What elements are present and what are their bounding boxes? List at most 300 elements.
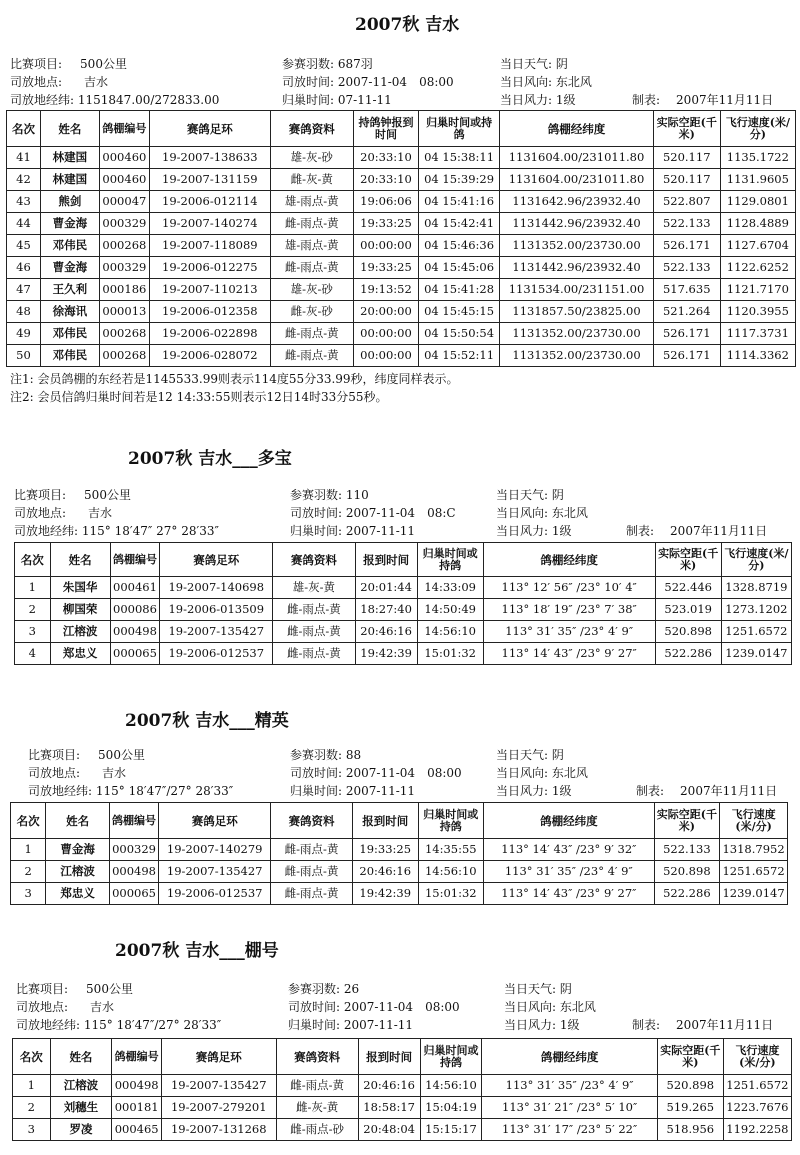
cell-rank: 3 [15,621,51,643]
cell-distance: 522.133 [654,839,720,861]
cell-return: 14:35:55 [418,839,484,861]
cell-name: 郑忠义 [50,643,110,665]
cell-clock: 20:46:16 [352,861,418,883]
cell-distance: 518.956 [657,1119,723,1141]
cell-ring: 19-2006-012358 [150,301,271,323]
cell-rank: 46 [7,257,41,279]
cell-info: 雌-雨点-黄 [276,1075,358,1097]
meta-made: 制表: 2007年11月11日 [636,784,778,798]
cell-ring: 19-2007-131159 [150,169,271,191]
table-row [7,191,796,213]
cell-distance: 521.264 [653,301,720,323]
cell-return: 04 15:41:16 [418,191,499,213]
cell-rank: 41 [7,147,41,169]
cell-rank: 44 [7,213,41,235]
meta-return: 归巢时间: 2007-11-11 [290,784,416,798]
cell-clock: 19:06:06 [354,191,419,213]
cell-coord: 1131534.00/231151.00 [500,279,653,301]
cell-speed: 1318.7952 [720,839,788,861]
cell-name: 朱国华 [50,577,110,599]
cell-return: 14:56:10 [418,861,484,883]
col-distance: 实际空距(千米) [657,1039,723,1075]
cell-info: 雄-雨点-黄 [270,235,353,257]
cell-speed: 1127.6704 [720,235,795,257]
cell-name: 王久利 [40,279,99,301]
cell-return: 04 15:45:15 [418,301,499,323]
cell-distance: 522.807 [653,191,720,213]
table-row [11,883,788,905]
table-row [7,169,796,191]
meta-count: 参赛羽数: 88 [290,748,362,762]
cell-distance: 520.898 [654,861,720,883]
cell-name: 曹金海 [40,213,99,235]
table-header [13,1039,792,1075]
cell-loft: 000013 [99,301,149,323]
cell-speed: 1239.0147 [721,643,791,665]
cell-speed: 1135.1722 [720,147,795,169]
col-return-time: 归巢时间或持鸽 [417,543,483,577]
cell-name: 邓伟民 [40,345,99,367]
cell-rank: 1 [13,1075,51,1097]
cell-return: 14:33:09 [417,577,483,599]
cell-speed: 1223.7676 [723,1097,791,1119]
cell-coord: 113° 14′ 43″ /23° 9′ 27″ [484,883,655,905]
cell-clock: 20:00:00 [354,301,419,323]
cell-rank: 2 [13,1097,51,1119]
cell-rank: 1 [15,577,51,599]
cell-ring: 19-2007-118089 [150,235,271,257]
meta-race: 比赛项目: 500公里 [14,488,131,502]
col-report-time: 报到时间 [355,543,417,577]
cell-name: 曹金海 [46,839,110,861]
cell-loft: 000181 [112,1097,162,1119]
cell-speed: 1251.6572 [723,1075,791,1097]
meta-count: 参赛羽数: 26 [288,982,360,996]
cell-name: 林建国 [40,169,99,191]
meta-return: 归巢时间: 2007-11-11 [290,524,416,538]
cell-speed: 1192.2258 [723,1119,791,1141]
note-1: 注1: 会员鸽棚的东经若是1145533.99则表示114度55分33.99秒，纬度同样表示。 [10,372,459,386]
cell-distance: 520.898 [657,1075,723,1097]
meta-count: 参赛羽数: 110 [290,488,369,502]
cell-return: 14:56:10 [417,621,483,643]
section-title: 2007秋 吉水 [355,15,460,35]
col-pigeon-info: 赛鸽资料 [271,803,353,839]
results-table [12,1038,792,1141]
cell-loft: 000268 [99,235,149,257]
cell-ring: 19-2007-135427 [159,861,271,883]
cell-ring: 19-2006-012537 [159,883,271,905]
cell-coord: 113° 18′ 19″ /23° 7′ 38″ [483,599,655,621]
cell-distance: 520.117 [653,147,720,169]
cell-name: 徐海讯 [40,301,99,323]
cell-info: 雌-雨点-黄 [271,839,353,861]
cell-name: 林建国 [40,147,99,169]
table-row [13,1119,792,1141]
cell-distance: 520.117 [653,169,720,191]
col-speed: 飞行速度(米/分) [720,111,795,147]
cell-clock: 20:01:44 [355,577,417,599]
meta-wind-force: 当日风力: 1级 [504,1018,580,1032]
cell-info: 雄-雨点-黄 [270,191,353,213]
meta-place: 司放地点: 吉水 [16,1000,115,1014]
col-pigeon-info: 赛鸽资料 [273,543,355,577]
meta-race: 比赛项目: 500公里 [16,982,133,996]
cell-info: 雄-灰-黄 [273,577,355,599]
cell-speed: 1251.6572 [720,861,788,883]
cell-ring: 19-2006-022898 [150,323,271,345]
col-name: 姓名 [50,543,110,577]
meta-made: 制表: 2007年11月11日 [626,524,768,538]
col-distance: 实际空距(千米) [653,111,720,147]
cell-info: 雌-雨点-黄 [273,621,355,643]
section-4 [0,930,800,1155]
cell-distance: 522.286 [654,883,720,905]
cell-distance: 526.171 [653,323,720,345]
cell-return: 15:01:32 [417,643,483,665]
cell-clock: 20:46:16 [358,1075,420,1097]
section-3 [0,700,800,920]
col-speed: 飞行速度(米/分) [723,1039,791,1075]
col-coord: 鸽棚经纬度 [483,543,655,577]
cell-coord: 113° 14′ 43″ /23° 9′ 27″ [483,643,655,665]
cell-ring: 19-2006-012537 [160,643,273,665]
meta-weather: 当日天气: 阴 [504,982,572,996]
table-row [11,839,788,861]
cell-coord: 113° 12′ 56″ /23° 10′ 4″ [483,577,655,599]
col-distance: 实际空距(千米) [654,803,720,839]
note-2: 注2: 会员信鸽归巢时间若是12 14:33:55则表示12日14时33分55秒。 [10,390,388,404]
cell-return: 04 15:45:06 [418,257,499,279]
cell-return: 04 15:42:41 [418,213,499,235]
results-table [6,110,796,367]
cell-rank: 43 [7,191,41,213]
meta-made: 制表: 2007年11月11日 [632,1018,774,1032]
col-loft-no: 鸽棚编号 [109,803,158,839]
cell-ring: 19-2007-138633 [150,147,271,169]
meta-return: 归巢时间: 07-11-11 [282,93,392,107]
cell-distance: 522.133 [653,213,720,235]
meta-coord: 司放地经纬: 115° 18′47″/27° 28′33″ [28,784,234,798]
meta-coord: 司放地经纬: 115° 18′47″ 27° 28′33″ [14,524,219,538]
cell-loft: 000498 [110,621,160,643]
cell-info: 雌-雨点-黄 [270,323,353,345]
cell-info: 雌-雨点-黄 [273,643,355,665]
col-rank: 名次 [15,543,51,577]
cell-rank: 4 [15,643,51,665]
cell-speed: 1131.9605 [720,169,795,191]
cell-name: 邓伟民 [40,323,99,345]
cell-name: 刘穗生 [50,1097,112,1119]
cell-rank: 45 [7,235,41,257]
section-title: 2007秋 吉水___多宝 [128,449,292,469]
cell-info: 雌-雨点-砂 [276,1119,358,1141]
meta-wind-dir: 当日风向: 东北风 [504,1000,596,1014]
cell-speed: 1328.8719 [721,577,791,599]
cell-coord: 1131442.96/23932.40 [500,257,653,279]
cell-ring: 19-2007-135427 [160,621,273,643]
table-row [7,257,796,279]
cell-ring: 19-2006-012275 [150,257,271,279]
col-return-time: 归巢时间或持鸽 [420,1039,482,1075]
cell-loft: 000329 [99,257,149,279]
cell-clock: 00:00:00 [354,235,419,257]
cell-info: 雄-灰-砂 [270,279,353,301]
table-row [7,323,796,345]
meta-time: 司放时间: 2007-11-04 08:00 [282,75,454,89]
meta-time: 司放时间: 2007-11-04 08:C [290,506,456,520]
cell-ring: 19-2006-012114 [150,191,271,213]
cell-distance: 517.635 [653,279,720,301]
cell-clock: 19:33:25 [354,213,419,235]
col-speed: 飞行速度(米/分) [720,803,788,839]
meta-coord: 司放地经纬: 115° 18′47″/27° 28′33″ [16,1018,222,1032]
cell-name: 江榕波 [50,1075,112,1097]
col-pigeon-info: 赛鸽资料 [270,111,353,147]
cell-speed: 1128.4889 [720,213,795,235]
col-ring: 赛鸽足环 [150,111,271,147]
meta-count: 参赛羽数: 687羽 [282,57,373,71]
cell-ring: 19-2007-279201 [161,1097,276,1119]
cell-name: 熊剑 [40,191,99,213]
meta-wind-force: 当日风力: 1级 [496,784,572,798]
cell-distance: 522.133 [653,257,720,279]
cell-distance: 519.265 [657,1097,723,1119]
cell-info: 雌-雨点-黄 [270,213,353,235]
cell-name: 郑忠义 [46,883,110,905]
meta-wind-force: 当日风力: 1级 [496,524,572,538]
cell-return: 04 15:38:11 [418,147,499,169]
cell-coord: 113° 31′ 21″ /23° 5′ 10″ [482,1097,657,1119]
cell-coord: 1131352.00/23730.00 [500,345,653,367]
results-table [10,802,788,905]
cell-clock: 19:33:25 [352,839,418,861]
col-coord: 鸽棚经纬度 [500,111,653,147]
cell-rank: 3 [11,883,46,905]
cell-name: 柳国荣 [50,599,110,621]
cell-clock: 18:27:40 [355,599,417,621]
cell-ring: 19-2007-131268 [161,1119,276,1141]
cell-speed: 1251.6572 [721,621,791,643]
cell-rank: 42 [7,169,41,191]
results-table [14,542,792,665]
section-2 [0,436,800,676]
cell-loft: 000268 [99,323,149,345]
col-loft-no: 鸽棚编号 [99,111,149,147]
col-ring: 赛鸽足环 [159,803,271,839]
cell-clock: 20:33:10 [354,147,419,169]
meta-time: 司放时间: 2007-11-04 08:00 [290,766,462,780]
cell-loft: 000460 [99,147,149,169]
cell-rank: 47 [7,279,41,301]
cell-ring: 19-2006-028072 [150,345,271,367]
col-return-time: 归巢时间或持鸽 [418,803,484,839]
cell-clock: 20:33:10 [354,169,419,191]
table-row [15,621,792,643]
cell-distance: 523.019 [655,599,721,621]
cell-speed: 1273.1202 [721,599,791,621]
cell-loft: 000329 [109,839,158,861]
col-clock-time: 持鸽钟报到时间 [354,111,419,147]
col-pigeon-info: 赛鸽资料 [276,1039,358,1075]
meta-wind-dir: 当日风向: 东北风 [496,506,588,520]
col-return-time: 归巢时间或持鸽 [418,111,499,147]
table-header [7,111,796,147]
col-speed: 飞行速度(米/分) [721,543,791,577]
cell-coord: 1131352.00/23730.00 [500,235,653,257]
cell-name: 邓伟民 [40,235,99,257]
cell-info: 雌-灰-黄 [276,1097,358,1119]
table-row [13,1075,792,1097]
cell-return: 04 15:39:29 [418,169,499,191]
cell-name: 江榕波 [50,621,110,643]
col-loft-no: 鸽棚编号 [110,543,160,577]
cell-loft: 000498 [112,1075,162,1097]
table-row [7,147,796,169]
meta-race: 比赛项目: 500公里 [10,57,127,71]
cell-name: 曹金海 [40,257,99,279]
cell-info: 雌-灰-黄 [270,169,353,191]
cell-info: 雌-雨点-黄 [271,883,353,905]
cell-coord: 1131604.00/231011.80 [500,147,653,169]
cell-name: 罗凌 [50,1119,112,1141]
section-title: 2007秋 吉水___棚号 [115,941,279,961]
table-row [15,577,792,599]
cell-distance: 522.286 [655,643,721,665]
cell-loft: 000086 [110,599,160,621]
cell-return: 04 15:41:28 [418,279,499,301]
cell-info: 雌-雨点-黄 [270,345,353,367]
cell-coord: 1131442.96/23932.40 [500,213,653,235]
table-row [7,301,796,323]
cell-loft: 000461 [110,577,160,599]
meta-weather: 当日天气: 阴 [496,488,564,502]
cell-distance: 526.171 [653,235,720,257]
cell-speed: 1120.3955 [720,301,795,323]
cell-rank: 2 [11,861,46,883]
cell-coord: 1131352.00/23730.00 [500,323,653,345]
cell-ring: 19-2007-110213 [150,279,271,301]
cell-return: 14:56:10 [420,1075,482,1097]
cell-rank: 49 [7,323,41,345]
table-row [15,643,792,665]
cell-clock: 18:58:17 [358,1097,420,1119]
cell-clock: 19:42:39 [355,643,417,665]
section-title: 2007秋 吉水___精英 [125,711,289,731]
cell-clock: 00:00:00 [354,345,419,367]
cell-return: 15:04:19 [420,1097,482,1119]
cell-loft: 000047 [99,191,149,213]
cell-speed: 1117.3731 [720,323,795,345]
col-report-time: 报到时间 [352,803,418,839]
cell-clock: 20:48:04 [358,1119,420,1141]
cell-info: 雌-雨点-黄 [273,599,355,621]
cell-loft: 000465 [112,1119,162,1141]
cell-clock: 20:46:16 [355,621,417,643]
cell-distance: 520.898 [655,621,721,643]
cell-coord: 1131642.96/23932.40 [500,191,653,213]
cell-ring: 19-2007-135427 [161,1075,276,1097]
meta-weather: 当日天气: 阴 [500,57,568,71]
col-distance: 实际空距(千米) [655,543,721,577]
col-ring: 赛鸽足环 [161,1039,276,1075]
meta-wind-dir: 当日风向: 东北风 [496,766,588,780]
cell-return: 04 15:46:36 [418,235,499,257]
cell-speed: 1122.6252 [720,257,795,279]
cell-info: 雌-灰-砂 [270,301,353,323]
table-row [7,345,796,367]
meta-time: 司放时间: 2007-11-04 08:00 [288,1000,460,1014]
table-row [15,599,792,621]
meta-coord: 司放地经纬: 1151847.00/272833.00 [10,93,220,107]
cell-loft: 000268 [99,345,149,367]
cell-coord: 1131857.50/23825.00 [500,301,653,323]
cell-clock: 19:13:52 [354,279,419,301]
cell-info: 雌-雨点-黄 [271,861,353,883]
meta-place: 司放地点: 吉水 [14,506,113,520]
cell-loft: 000498 [109,861,158,883]
cell-distance: 526.171 [653,345,720,367]
col-name: 姓名 [46,803,110,839]
cell-return: 04 15:52:11 [418,345,499,367]
meta-wind-dir: 当日风向: 东北风 [500,75,592,89]
cell-ring: 19-2006-013509 [160,599,273,621]
cell-rank: 2 [15,599,51,621]
cell-loft: 000065 [110,643,160,665]
table-header [11,803,788,839]
cell-loft: 000329 [99,213,149,235]
cell-coord: 113° 31′ 35″ /23° 4′ 9″ [483,621,655,643]
cell-info: 雄-灰-砂 [270,147,353,169]
section-1 [0,0,800,410]
meta-race: 比赛项目: 500公里 [28,748,145,762]
col-rank: 名次 [13,1039,51,1075]
cell-speed: 1121.7170 [720,279,795,301]
meta-weather: 当日天气: 阴 [496,748,564,762]
cell-name: 江榕波 [46,861,110,883]
cell-ring: 19-2007-140698 [160,577,273,599]
cell-return: 15:15:17 [420,1119,482,1141]
cell-speed: 1114.3362 [720,345,795,367]
cell-speed: 1239.0147 [720,883,788,905]
cell-loft: 000065 [109,883,158,905]
meta-place: 司放地点: 吉水 [10,75,109,89]
table-row [7,235,796,257]
meta-made: 制表: 2007年11月11日 [632,93,774,107]
col-coord: 鸽棚经纬度 [484,803,655,839]
meta-wind-force: 当日风力: 1级 [500,93,576,107]
col-name: 姓名 [40,111,99,147]
cell-clock: 19:42:39 [352,883,418,905]
table-row [7,279,796,301]
cell-coord: 113° 31′ 35″ /23° 4′ 9″ [482,1075,657,1097]
col-coord: 鸽棚经纬度 [482,1039,657,1075]
cell-return: 14:50:49 [417,599,483,621]
table-header [15,543,792,577]
cell-rank: 1 [11,839,46,861]
meta-return: 归巢时间: 2007-11-11 [288,1018,414,1032]
cell-rank: 48 [7,301,41,323]
cell-rank: 3 [13,1119,51,1141]
cell-return: 15:01:32 [418,883,484,905]
table-row [11,861,788,883]
cell-coord: 113° 31′ 35″ /23° 4′ 9″ [484,861,655,883]
cell-ring: 19-2007-140274 [150,213,271,235]
cell-clock: 19:33:25 [354,257,419,279]
cell-coord: 113° 31′ 17″ /23° 5′ 22″ [482,1119,657,1141]
cell-coord: 1131604.00/231011.80 [500,169,653,191]
cell-clock: 00:00:00 [354,323,419,345]
